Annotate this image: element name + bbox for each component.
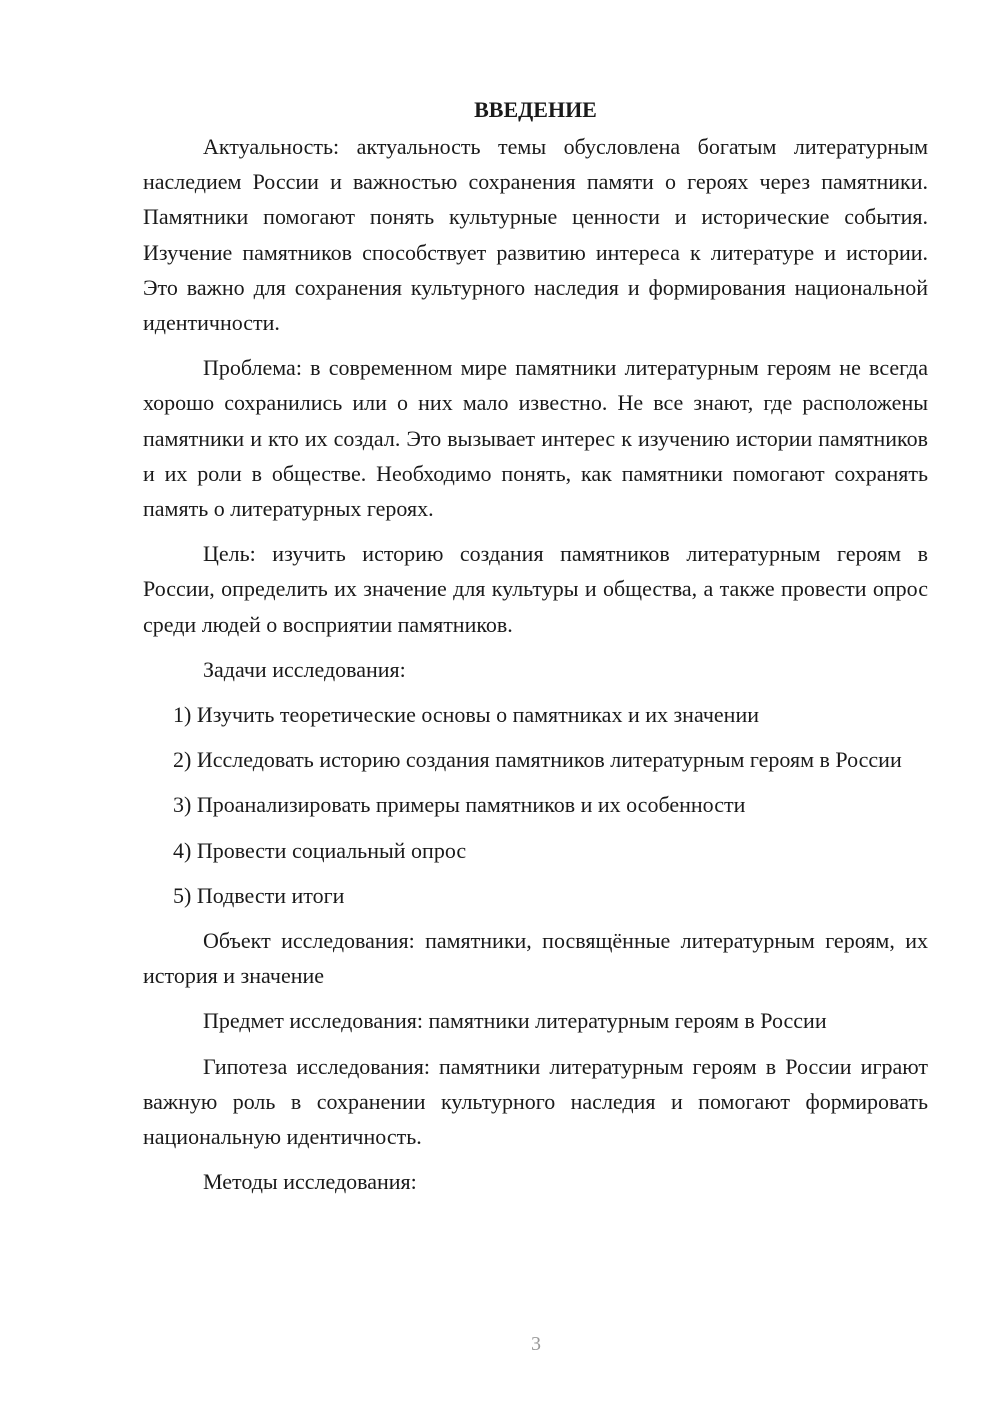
goal-paragraph: Цель: изучить историю создания памятников литературным героям в России, определить их значение для культуры и общества, а также провести опрос среди людей о восприятии памятников. [143,541,928,637]
task-item-3: 3) Проанализировать примеры памятников и их особенности [173,792,746,818]
tasks-title: Задачи исследования: [203,656,406,682]
task-item-4: 4) Провести социальный опрос [173,837,467,863]
relevance-paragraph: Актуальность: актуальность темы обусловлена богатым литературным наследием России и важностью сохранения памяти о героях через памятники. Памятники помогают понять культурные ценности и исторические события. Изучение памятников способствует развитию интереса к литературе и истории. Это важно для сохранения культурного наследия и формирования национальной идентичности. [143,134,928,336]
page-title: ВВЕДЕНИЕ [474,97,597,122]
subject-paragraph: Предмет исследования: памятники литературным героям в России [203,1008,827,1034]
hypothesis-paragraph: Гипотеза исследования: памятники литературным героям в России играют важную роль в сохранении культурного наследия и помогают формировать национальную идентичность. [143,1053,928,1150]
page-number: 3 [531,1333,541,1355]
task-item-2: 2) Исследовать историю создания памятников литературным героям в России [173,747,902,773]
object-paragraph: Объект исследования: памятники, посвящённые литературным героям, их история и значение [143,928,928,989]
task-item-1: 1) Изучить теоретические основы о памятниках и их значении [173,702,759,728]
task-item-5: 5) Подвести итоги [173,882,345,908]
document-page [143,92,928,1199]
methods-title: Методы исследования: [203,1169,417,1195]
problem-paragraph: Проблема: в современном мире памятники литературным героям не всегда хорошо сохранились или о них мало известно. Не все знают, где расположены памятники и кто их создал. Это вызывает интерес к изучению истории памятников и их роли в обществе. Необходимо понять, как памятники помогают сохранять память о литературных героях. [143,355,928,522]
